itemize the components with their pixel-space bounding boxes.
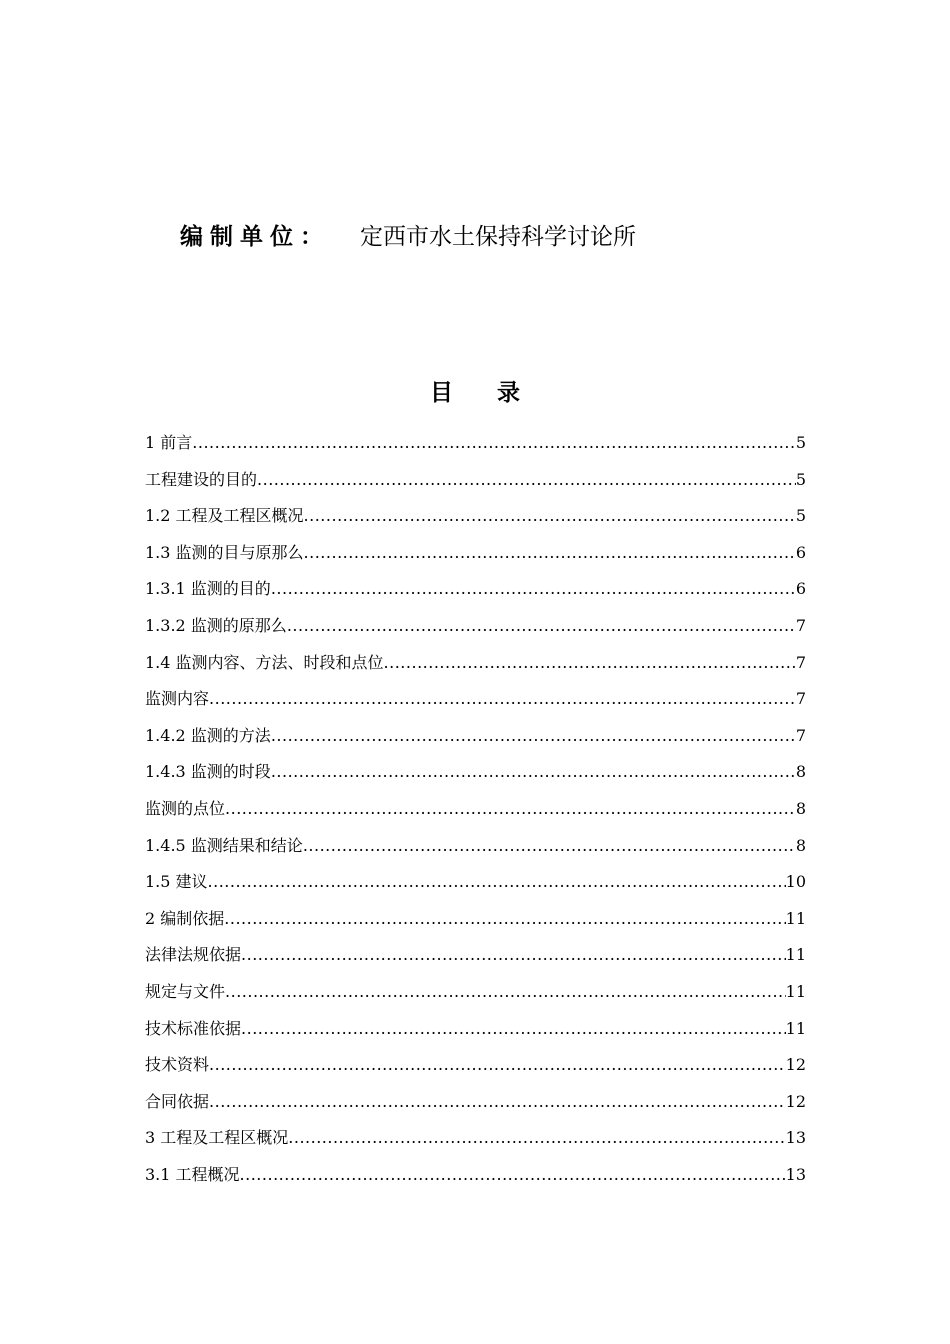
toc-entry-text: 技术标准依据	[145, 1018, 242, 1038]
toc-leader-dots	[225, 974, 786, 1011]
toc-entry-text: 1.2 工程及工程区概况	[145, 506, 304, 526]
toc-entry[interactable]	[145, 535, 806, 572]
toc-page-number: 13	[785, 1128, 806, 1148]
table-of-contents	[145, 425, 806, 1193]
toc-entry[interactable]	[145, 645, 806, 682]
toc-page-number: 7	[795, 615, 806, 635]
toc-page-number: 7	[795, 652, 806, 672]
organization-label: 编制单位：	[180, 223, 330, 250]
toc-leader-dots	[240, 1157, 786, 1194]
toc-entry[interactable]	[145, 937, 806, 974]
toc-page-number: 8	[795, 835, 806, 855]
toc-page-number: 7	[795, 689, 806, 709]
toc-entry[interactable]	[145, 1120, 806, 1157]
toc-page-number: 10	[785, 872, 806, 892]
toc-page-number: 8	[795, 798, 806, 818]
toc-entry-text: 技术资料	[145, 1055, 210, 1075]
toc-entry[interactable]	[145, 754, 806, 791]
toc-entry[interactable]	[145, 718, 806, 755]
toc-page-number: 8	[795, 762, 806, 782]
toc-leader-dots	[209, 681, 796, 718]
toc-page-number: 11	[785, 1018, 806, 1038]
toc-entry-text: 1.4 监测内容、方法、时段和点位	[145, 652, 384, 672]
toc-entry-text: 1.4.3 监测的时段	[145, 762, 271, 782]
toc-entry-text: 工程建设的目的	[145, 469, 258, 489]
toc-page-number: 6	[795, 542, 806, 562]
toc-page-number: 6	[795, 579, 806, 599]
toc-leader-dots	[257, 462, 796, 499]
toc-entry[interactable]	[145, 828, 806, 865]
toc-leader-dots	[271, 754, 796, 791]
toc-entry[interactable]	[145, 864, 806, 901]
toc-entry-text: 1.5 建议	[145, 872, 208, 892]
toc-page-number: 11	[785, 945, 806, 965]
toc-page-number: 11	[785, 908, 806, 928]
toc-page-number: 12	[785, 1091, 806, 1111]
toc-page-number: 5	[795, 469, 806, 489]
toc-entry[interactable]	[145, 425, 806, 462]
toc-entry-text: 2 编制依据	[145, 908, 225, 928]
toc-page-number: 12	[785, 1055, 806, 1075]
toc-leader-dots	[209, 1084, 786, 1121]
toc-title: 目录	[430, 380, 564, 406]
toc-entry[interactable]	[145, 681, 806, 718]
toc-entry[interactable]	[145, 608, 806, 645]
toc-entry-text: 合同依据	[145, 1091, 210, 1111]
toc-leader-dots	[303, 828, 796, 865]
toc-page-number: 11	[785, 981, 806, 1001]
toc-leader-dots	[384, 645, 796, 682]
toc-leader-dots	[271, 718, 796, 755]
toc-leader-dots	[241, 937, 786, 974]
organization-name: 定西市水土保持科学讨论所	[360, 223, 636, 250]
toc-entry-text: 1.3.1 监测的目的	[145, 579, 271, 599]
toc-entry[interactable]	[145, 498, 806, 535]
toc-entry-text: 1 前言	[145, 433, 193, 452]
toc-entry[interactable]	[145, 974, 806, 1011]
toc-entry-text: 1.3.2 监测的原那么	[145, 615, 287, 635]
toc-entry[interactable]	[145, 1047, 806, 1084]
toc-page-number: 5	[795, 506, 806, 526]
toc-entry-text: 规定与文件	[145, 981, 226, 1001]
toc-entry[interactable]	[145, 901, 806, 938]
toc-leader-dots	[192, 425, 796, 462]
toc-entry-text: 3.1 工程概况	[145, 1164, 240, 1184]
toc-entry-text: 1.4.5 监测结果和结论	[145, 835, 303, 855]
toc-page-number: 13	[785, 1164, 806, 1184]
toc-leader-dots	[287, 608, 796, 645]
toc-entry[interactable]	[145, 1157, 806, 1194]
toc-entry[interactable]	[145, 1084, 806, 1121]
toc-leader-dots	[224, 901, 785, 938]
toc-leader-dots	[271, 571, 796, 608]
toc-entry[interactable]	[145, 462, 806, 499]
toc-entry[interactable]	[145, 571, 806, 608]
toc-entry-text: 监测的点位	[145, 798, 226, 818]
organization-line	[180, 214, 636, 254]
toc-page-number: 5	[795, 433, 806, 452]
toc-entry-text: 监测内容	[145, 689, 210, 709]
toc-leader-dots	[225, 791, 796, 828]
toc-entry-text: 3 工程及工程区概况	[145, 1128, 289, 1148]
toc-entry-text: 1.3 监测的目与原那么	[145, 542, 304, 562]
toc-leader-dots	[208, 864, 786, 901]
toc-leader-dots	[209, 1047, 786, 1084]
toc-leader-dots	[304, 498, 796, 535]
toc-entry[interactable]	[145, 791, 806, 828]
toc-entry-text: 法律法规依据	[145, 945, 242, 965]
toc-leader-dots	[288, 1120, 785, 1157]
toc-leader-dots	[304, 535, 796, 572]
toc-entry[interactable]	[145, 1011, 806, 1048]
toc-page-number: 7	[795, 725, 806, 745]
toc-leader-dots	[241, 1011, 786, 1048]
toc-entry-text: 1.4.2 监测的方法	[145, 725, 271, 745]
